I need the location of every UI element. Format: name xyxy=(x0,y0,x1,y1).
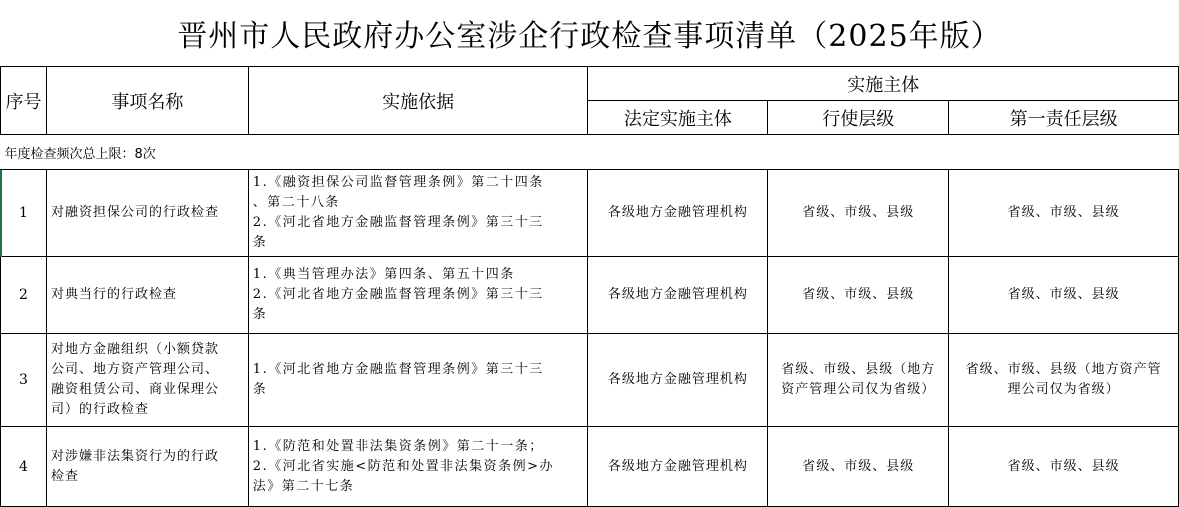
row-basis[interactable] xyxy=(248,334,588,427)
text-line: 司）的行政检查 xyxy=(50,402,149,417)
row-legal-subject[interactable]: 各级地方金融管理机构 xyxy=(588,257,768,334)
table-row xyxy=(1,257,1179,334)
text-line: 省级、市级、县级 xyxy=(802,205,915,220)
page-title: 晋州市人民政府办公室涉企行政检查事项清单（2025年版） xyxy=(177,19,1002,54)
row-first-resp-level[interactable] xyxy=(949,334,1179,427)
text-line: 2.《河北省地方金融监督管理条例》第三十三 xyxy=(252,287,544,302)
table-row xyxy=(1,170,1179,257)
text-line: 省级、市级、县级（地方 xyxy=(781,362,936,377)
active-cell-indicator xyxy=(0,170,2,257)
header-seq[interactable]: 序号 xyxy=(1,67,47,135)
row-exercise-level[interactable] xyxy=(768,427,949,507)
row-item-name[interactable] xyxy=(46,334,248,427)
table-row xyxy=(1,334,1179,427)
text-line: 法》第二十七条 xyxy=(252,478,355,494)
row-basis[interactable] xyxy=(248,427,588,507)
text-line: 省级、市级、县级 xyxy=(1007,287,1120,302)
row-exercise-level[interactable] xyxy=(768,170,949,257)
header-exercise-level[interactable]: 行使层级 xyxy=(768,101,949,135)
text-line: 、第二十八条 xyxy=(252,195,340,210)
inspection-table xyxy=(0,66,1179,507)
text-line: 条 xyxy=(252,235,268,250)
text-line: 资产管理公司仅为省级） xyxy=(781,382,936,397)
header-legal-subject[interactable]: 法定实施主体 xyxy=(588,101,768,135)
row-legal-subject[interactable]: 各级地方金融管理机构 xyxy=(588,334,768,427)
header-subject-group[interactable]: 实施主体 xyxy=(588,67,1179,101)
text-line: 条 xyxy=(252,382,268,397)
row-seq[interactable]: 2 xyxy=(1,257,47,334)
header-item-name[interactable]: 事项名称 xyxy=(46,67,248,135)
text-line: 对涉嫌非法集资行为的行政 xyxy=(50,448,219,464)
text-line: 对融资担保公司的行政检查 xyxy=(50,205,219,220)
row-seq[interactable]: 1 xyxy=(1,170,47,257)
row-seq[interactable]: 4 xyxy=(1,427,47,507)
row-item-name[interactable] xyxy=(46,257,248,334)
row-seq[interactable]: 3 xyxy=(1,334,47,427)
text-line: 省级、市级、县级 xyxy=(802,458,915,474)
row-first-resp-level[interactable] xyxy=(949,170,1179,257)
row-first-resp-level[interactable] xyxy=(949,257,1179,334)
row-basis[interactable] xyxy=(248,257,588,334)
text-line: 检查 xyxy=(50,468,79,484)
text-line: 理公司仅为省级） xyxy=(1007,382,1120,397)
header-basis[interactable]: 实施依据 xyxy=(248,67,588,135)
row-basis[interactable] xyxy=(248,170,588,257)
row-first-resp-level[interactable] xyxy=(949,427,1179,507)
text-line: 省级、市级、县级 xyxy=(802,287,915,302)
row-exercise-level[interactable] xyxy=(768,257,949,334)
text-line: 省级、市级、县级 xyxy=(1007,205,1120,220)
text-line: 省级、市级、县级（地方资产管 xyxy=(965,362,1162,377)
header-first-resp-level[interactable]: 第一责任层级 xyxy=(949,101,1179,135)
text-line: 1.《防范和处置非法集资条例》第二十一条； xyxy=(252,438,544,454)
row-exercise-level[interactable] xyxy=(768,334,949,427)
frequency-note[interactable]: 年度检查频次总上限：8次 xyxy=(1,135,1179,170)
text-line: 1.《河北省地方金融监督管理条例》第三十三 xyxy=(252,362,544,377)
row-item-name[interactable] xyxy=(46,170,248,257)
row-legal-subject[interactable]: 各级地方金融管理机构 xyxy=(588,427,768,507)
row-item-name[interactable] xyxy=(46,427,248,507)
text-line: 1.《典当管理办法》第四条、第五十四条 xyxy=(252,267,515,282)
text-line: 2.《河北省实施<防范和处置非法集资条例>办 xyxy=(252,458,554,474)
text-line: 对地方金融组织（小额贷款 xyxy=(50,342,219,357)
text-line: 融资租赁公司、商业保理公 xyxy=(50,382,219,397)
text-line: 省级、市级、县级 xyxy=(1007,458,1120,474)
text-line: 公司、地方资产管理公司、 xyxy=(50,362,219,377)
text-line: 对典当行的行政检查 xyxy=(50,287,177,302)
text-line: 2.《河北省地方金融监督管理条例》第三十三 xyxy=(252,215,544,230)
row-legal-subject[interactable]: 各级地方金融管理机构 xyxy=(588,170,768,257)
text-line: 1.《融资担保公司监督管理条例》第二十四条 xyxy=(252,175,544,190)
table-row xyxy=(1,427,1179,507)
text-line: 条 xyxy=(252,307,268,322)
